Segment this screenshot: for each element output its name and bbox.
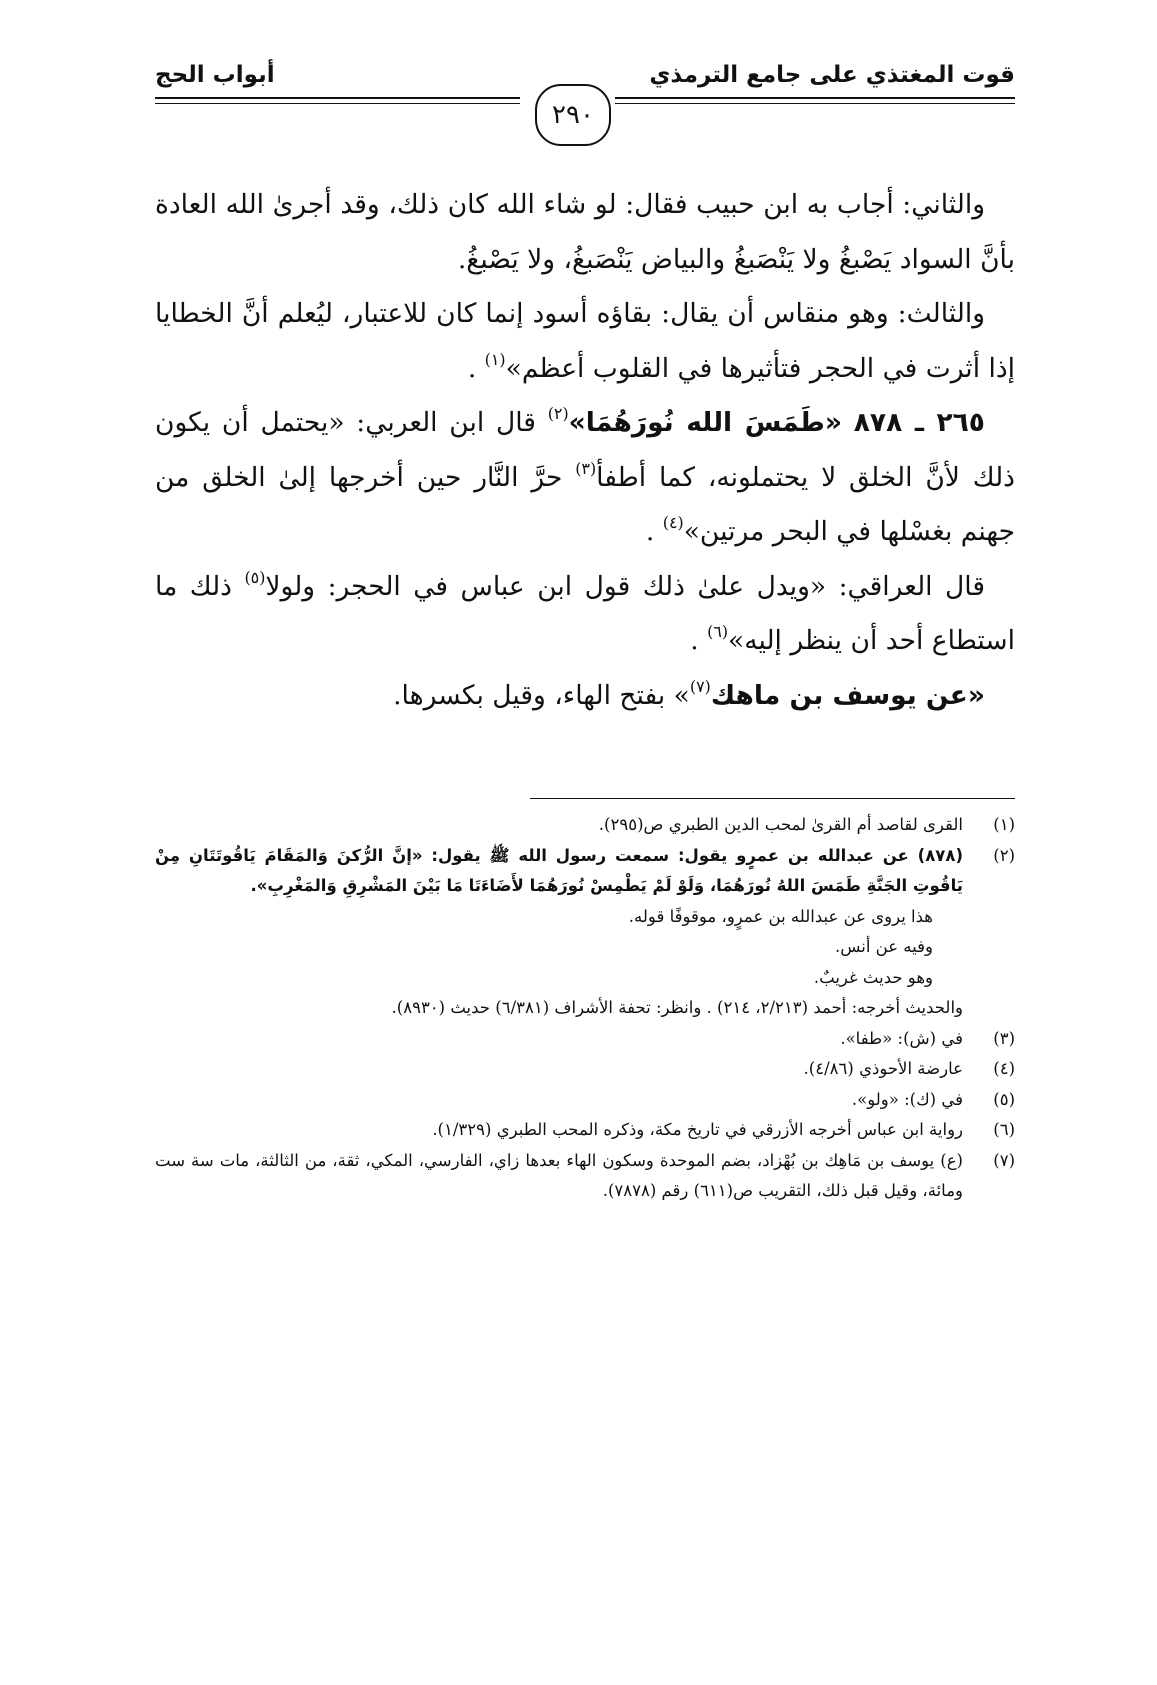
footnote-7 bbox=[155, 1146, 1015, 1207]
footnote-ref: (٧) bbox=[689, 676, 711, 696]
iraqi-paragraph: قال العراقي: «ويدل علىٰ ذلك قول ابن عباس في الحجر: ولولا$^{(٥)}$ ذلك ما استطاع أحد أن ينظر إليه»$^{(٦)}$ . bbox=[155, 567, 1015, 656]
header-rule-right-thin bbox=[615, 103, 1015, 104]
footnote-6 bbox=[155, 1115, 1015, 1146]
footnote-number: (٦) bbox=[993, 1120, 1015, 1139]
book-title: قوت المغتذي على جامع الترمذي bbox=[649, 62, 1015, 88]
footnotes bbox=[155, 810, 1015, 1207]
footnote-2 bbox=[155, 841, 1015, 902]
section-title: أبواب الحج bbox=[155, 62, 275, 88]
commentary-text: حرَّ النَّار حين أخرجها إلىٰ الخلق من جهنم بغسْلها في البحر مرتين» bbox=[155, 461, 1015, 547]
footnote-text: في (ش): «طفا». bbox=[840, 1028, 963, 1048]
narrator-paragraph bbox=[155, 669, 1015, 724]
footnote-text: (ع) يوسف بن مَاهِك بن بُهْزاد، بضم الموحدة وسكون الهاء بعدها زاي، الفارسي، المكي، ثقة، من الثالثة، مات سة ست ومائة، وقيل قبل ذلك، التقريب ص(٦١١) رقم (٧٨٧٨). bbox=[155, 1150, 963, 1200]
hadith-quote: «طَمَسَ الله نُورَهُمَا» bbox=[568, 407, 842, 438]
footnote-ref: (١) bbox=[484, 349, 506, 369]
page-header bbox=[155, 52, 1015, 152]
footnote-ref: (٤) bbox=[662, 513, 684, 533]
footnote-separator bbox=[530, 798, 1015, 799]
footnote-ref: (٣) bbox=[575, 458, 597, 478]
footnote-number: (٤) bbox=[993, 1059, 1015, 1078]
header-rule-left-thin bbox=[155, 103, 520, 104]
footnote-text: عارضة الأحوذي (٤/٨٦). bbox=[803, 1059, 963, 1078]
footnote-2-takhrij: والحديث أخرجه: أحمد (٢/٢١٣، ٢١٤) . وانظر: تحفة الأشراف (٦/٣٨١) حديث (٨٩٣٠). bbox=[391, 998, 963, 1017]
paragraph-third-text: والثالث: وهو منقاس أن يقال: بقاؤه أسود إنما كان للاعتبار، ليُعلم أنَّ الخطايا إذا أثرت في الحجر فتأثيرها في القلوب أعظم» bbox=[155, 298, 1015, 384]
hadith-text: (٨٧٨) عن عبدالله بن عمرٍو يقول: سمعت رسول الله ﷺ يقول: «إنَّ الرُّكنَ وَالمَقَامَ يَاقُوتَتَانِ مِنْ يَاقُوتِ الجَنَّةِ طَمَسَ اللهُ نُورَهُمَا، وَلَوْ لَمْ يَطْمِسْ نُورَهُمَا لأَضَاءَتَا مَا بَيْنَ المَشْرِقِ وَالمَغْرِبِ». bbox=[155, 845, 963, 895]
footnote-number: (٢) bbox=[993, 845, 1015, 865]
page-number: ٢٩٠ bbox=[552, 100, 594, 130]
footnote-2-remark: وفيه عن أنس. bbox=[834, 937, 933, 956]
footnote-text: رواية ابن عباس أخرجه الأزرقي في تاريخ مكة، وذكره المحب الطبري (١/٣٢٩). bbox=[432, 1120, 963, 1139]
footnote-ref: (٢) bbox=[547, 404, 569, 424]
header-rule-right bbox=[615, 97, 1015, 99]
paragraph-third-answer: والثالث: وهو منقاس أن يقال: بقاؤه أسود إنما كان للاعتبار، ليُعلم أنَّ الخطايا إذا أثرت في الحجر فتأثيرها في القلوب أعظم»$^{(١)}$ . bbox=[155, 298, 1015, 384]
footnote-number: (٣) bbox=[993, 1028, 1015, 1048]
footnote-ref: (٦) bbox=[707, 622, 729, 642]
footnote-text: في (ك): «ولو». bbox=[851, 1089, 963, 1109]
footnote-5 bbox=[155, 1085, 1015, 1116]
footnote-4 bbox=[155, 1054, 1015, 1085]
footnote-2-remark: هذا يروى عن عبدالله بن عمرٍو، موقوفًا قوله. bbox=[628, 906, 933, 926]
commentary-text: » بفتح الهاء، وقيل بكسرها. bbox=[393, 679, 690, 711]
main-text bbox=[155, 178, 1015, 723]
footnote-ref: (٥) bbox=[244, 567, 266, 587]
commentary-text: قال العراقي: «ويدل علىٰ ذلك قول ابن عباس في الحجر: ولولا bbox=[265, 570, 985, 602]
commentary-text: ذلك ما استطاع أحد أن ينظر إليه» bbox=[155, 570, 1015, 656]
footnote-number: (٧) bbox=[993, 1150, 1015, 1170]
footnote-number: (١) bbox=[993, 815, 1015, 834]
header-rule-left bbox=[155, 97, 520, 99]
footnote-text: القرى لقاصد أم القرىٰ لمحب الدين الطبري ص(٢٩٥). bbox=[598, 815, 963, 834]
hadith-number: ٢٦٥ ـ ٨٧٨ bbox=[853, 407, 985, 438]
paragraph-second-answer: والثاني: أجاب به ابن حبيب فقال: لو شاء الله كان ذلك، وقد أجرىٰ الله العادة بأنَّ السواد يَصْبغُ ولا يَنْصَبغُ والبياض يَنْصَبغُ، ولا يَصْبغُ. bbox=[155, 189, 1015, 275]
footnote-number: (٥) bbox=[993, 1089, 1015, 1109]
commentary-text: قال ابن العربي: «يحتمل أن يكون ذلك لأنَّ الخلق لا يحتملونه، كما أطفأ bbox=[155, 407, 1015, 493]
page-number-badge bbox=[535, 84, 611, 146]
footnote-1 bbox=[155, 810, 1015, 841]
narrator-quote: «عن يوسف بن ماهك bbox=[710, 679, 985, 711]
footnote-3 bbox=[155, 1024, 1015, 1055]
footnote-2-remark: وهو حديث غريبٌ. bbox=[813, 967, 933, 987]
hadith-entry-paragraph: ٢٦٥ ـ ٨٧٨ «طَمَسَ الله نُورَهُمَا»$^{(٢)}$ قال ابن العربي: «يحتمل أن يكون ذلك لأنَّ الخلق لا يحتملونه، كما أطفأ$^{(٣)}$ حرَّ النَّار حين أخرجها إلىٰ الخلق من جهنم بغسْلها في البحر مرتين»$^{(٤)}$ . bbox=[155, 404, 1015, 547]
